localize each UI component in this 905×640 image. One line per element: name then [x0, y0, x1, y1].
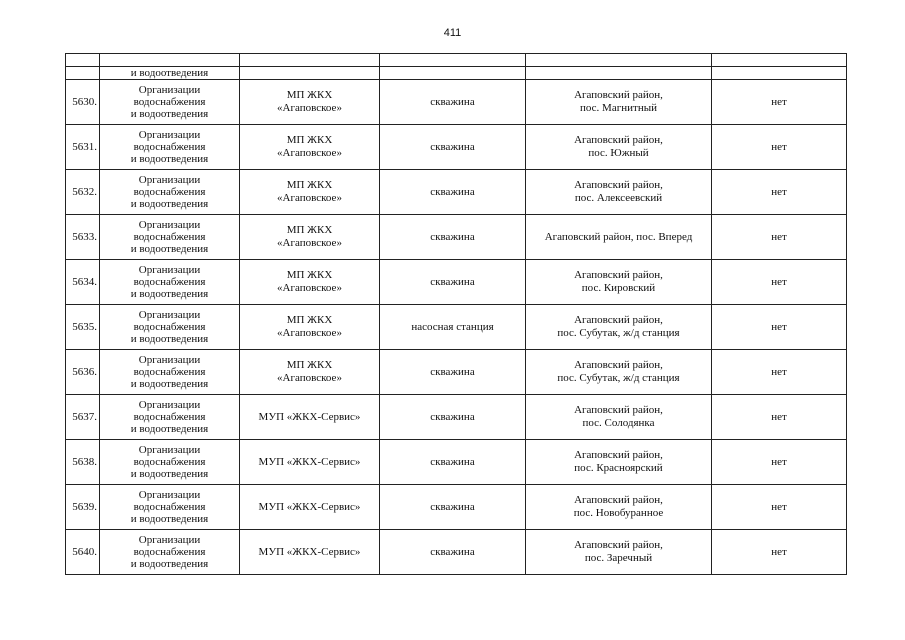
table-row — [66, 215, 847, 260]
address-cell — [526, 395, 712, 440]
address-line: пос. Субутак, ж/д станция — [557, 327, 680, 339]
continuation-row — [66, 67, 847, 80]
value-cell: нет — [712, 80, 847, 125]
organization-name-line: МП ЖКХ — [286, 134, 333, 146]
address-line: пос. Алексеевский — [574, 192, 663, 204]
address-cell — [526, 530, 712, 575]
table-row — [66, 350, 847, 395]
table-row — [66, 260, 847, 305]
organization-type-cell — [100, 485, 240, 530]
object-type-cell: насосная станция — [380, 305, 526, 350]
table-row — [66, 80, 847, 125]
organization-type-line: Организации — [138, 489, 201, 501]
organization-type-line: Организации — [138, 444, 201, 456]
empty-cell — [240, 67, 380, 80]
organization-type-line: и водоотведения — [130, 108, 209, 120]
object-type-cell: скважина — [380, 350, 526, 395]
organization-name-line: МУП «ЖКХ-Сервис» — [258, 455, 361, 468]
organization-type-line: водоснабжения — [133, 96, 206, 108]
empty-cell — [66, 54, 100, 67]
organization-name-cell — [240, 440, 380, 485]
organization-type-line: и водоотведения — [130, 513, 209, 525]
organization-name-cell — [240, 395, 380, 440]
continuation-text: и водоотведения — [100, 67, 240, 80]
organization-name-cell — [240, 260, 380, 305]
organization-name-line: «Агаповское» — [277, 102, 342, 114]
value-cell: нет — [712, 395, 847, 440]
organization-type-line: водоснабжения — [133, 411, 206, 423]
organization-name-line: «Агаповское» — [277, 147, 342, 159]
organization-type-line: водоснабжения — [133, 231, 206, 243]
empty-cell — [712, 67, 847, 80]
organization-type-line: и водоотведения — [130, 423, 209, 435]
organization-name-cell — [240, 305, 380, 350]
address-line: Агаповский район, — [574, 494, 663, 506]
empty-cell — [526, 67, 712, 80]
organization-type-line: Организации — [138, 399, 201, 411]
address-cell — [526, 260, 712, 305]
organization-name-line: МП ЖКХ — [286, 359, 333, 371]
organization-type-cell — [100, 170, 240, 215]
empty-cell — [380, 67, 526, 80]
organization-type-line: Организации — [138, 219, 201, 231]
organization-type-line: Организации — [138, 129, 201, 141]
row-number-cell: 5637. — [66, 395, 100, 440]
object-type-cell: скважина — [380, 215, 526, 260]
organization-name-line: МП ЖКХ — [286, 314, 333, 326]
object-type-cell: скважина — [380, 530, 526, 575]
value-cell: нет — [712, 530, 847, 575]
organization-name-cell — [240, 485, 380, 530]
organization-type-cell — [100, 530, 240, 575]
table-row — [66, 530, 847, 575]
row-number-cell: 5631. — [66, 125, 100, 170]
table-row — [66, 485, 847, 530]
organization-type-line: водоснабжения — [133, 276, 206, 288]
organization-type-line: Организации — [138, 354, 201, 366]
organization-type-line: водоснабжения — [133, 186, 206, 198]
table-row — [66, 395, 847, 440]
organization-name-line: «Агаповское» — [277, 282, 342, 294]
object-type-cell: скважина — [380, 125, 526, 170]
row-number-cell: 5638. — [66, 440, 100, 485]
value-cell: нет — [712, 305, 847, 350]
table-row — [66, 440, 847, 485]
address-cell — [526, 215, 712, 260]
object-type-cell: скважина — [380, 485, 526, 530]
organization-type-line: водоснабжения — [133, 321, 206, 333]
address-line: пос. Заречный — [584, 552, 653, 564]
address-cell — [526, 80, 712, 125]
organization-type-line: водоснабжения — [133, 546, 206, 558]
organization-name-line: МП ЖКХ — [286, 224, 333, 236]
organization-name-line: МП ЖКХ — [286, 89, 333, 101]
object-type-cell: скважина — [380, 260, 526, 305]
row-number-cell: 5630. — [66, 80, 100, 125]
object-type-cell: скважина — [380, 395, 526, 440]
organization-name-cell — [240, 350, 380, 395]
address-line: пос. Солодянка — [582, 417, 655, 429]
organization-type-line: Организации — [138, 84, 201, 96]
object-type-cell: скважина — [380, 440, 526, 485]
empty-cell — [380, 54, 526, 67]
organization-type-line: и водоотведения — [130, 468, 209, 480]
organization-name-line: МУП «ЖКХ-Сервис» — [258, 410, 361, 423]
empty-cell — [240, 54, 380, 67]
empty-cell — [712, 54, 847, 67]
organization-name-line: МУП «ЖКХ-Сервис» — [258, 500, 361, 513]
row-number-cell: 5633. — [66, 215, 100, 260]
registry-table — [65, 53, 847, 575]
value-cell: нет — [712, 260, 847, 305]
organization-name-cell — [240, 80, 380, 125]
address-line: пос. Кировский — [581, 282, 656, 294]
value-cell: нет — [712, 485, 847, 530]
table-row — [66, 170, 847, 215]
address-line: пос. Новобуранное — [573, 507, 664, 519]
address-line: Агаповский район, — [574, 179, 663, 191]
organization-type-cell — [100, 395, 240, 440]
row-number-cell: 5636. — [66, 350, 100, 395]
organization-type-cell — [100, 350, 240, 395]
address-line: Агаповский район, — [574, 269, 663, 281]
organization-name-cell — [240, 170, 380, 215]
address-cell — [526, 440, 712, 485]
address-cell — [526, 485, 712, 530]
organization-name-cell — [240, 125, 380, 170]
organization-type-line: Организации — [138, 534, 201, 546]
value-cell: нет — [712, 215, 847, 260]
value-cell: нет — [712, 125, 847, 170]
empty-cell — [526, 54, 712, 67]
address-line: пос. Магнитный — [580, 102, 657, 114]
organization-type-cell — [100, 305, 240, 350]
organization-type-cell — [100, 215, 240, 260]
address-cell — [526, 125, 712, 170]
organization-type-line: водоснабжения — [133, 366, 206, 378]
organization-type-line: Организации — [138, 174, 201, 186]
organization-type-line: и водоотведения — [130, 558, 209, 570]
row-number-cell: 5640. — [66, 530, 100, 575]
address-line: Агаповский район, — [574, 449, 663, 461]
address-line: пос. Южный — [588, 147, 649, 159]
table-row — [66, 125, 847, 170]
organization-type-line: и водоотведения — [130, 198, 209, 210]
empty-cell — [66, 67, 100, 80]
value-cell: нет — [712, 350, 847, 395]
organization-type-line: и водоотведения — [130, 288, 209, 300]
value-cell: нет — [712, 170, 847, 215]
row-number-cell: 5632. — [66, 170, 100, 215]
organization-type-line: и водоотведения — [130, 378, 209, 390]
organization-type-cell — [100, 440, 240, 485]
address-line: пос. Субутак, ж/д станция — [557, 372, 680, 384]
address-line: Агаповский район, — [574, 359, 663, 371]
page-number: 411 — [443, 27, 462, 39]
organization-name-cell — [240, 215, 380, 260]
organization-type-line: водоснабжения — [133, 501, 206, 513]
organization-name-line: МП ЖКХ — [286, 179, 333, 191]
address-line: Агаповский район, пос. Вперед — [544, 230, 693, 243]
row-number-cell: 5634. — [66, 260, 100, 305]
organization-name-line: МУП «ЖКХ-Сервис» — [258, 545, 361, 558]
address-line: Агаповский район, — [574, 404, 663, 416]
row-number-cell: 5635. — [66, 305, 100, 350]
organization-type-line: водоснабжения — [133, 141, 206, 153]
organization-type-line: и водоотведения — [130, 333, 209, 345]
registry-table-body — [66, 54, 847, 575]
organization-type-line: Организации — [138, 264, 201, 276]
empty-cell — [100, 54, 240, 67]
organization-name-line: МП ЖКХ — [286, 269, 333, 281]
table-row — [66, 305, 847, 350]
organization-type-line: и водоотведения — [130, 153, 209, 165]
address-line: пос. Красноярский — [574, 462, 663, 474]
value-cell: нет — [712, 440, 847, 485]
organization-type-cell — [100, 80, 240, 125]
object-type-cell: скважина — [380, 80, 526, 125]
organization-name-line: «Агаповское» — [277, 192, 342, 204]
address-cell — [526, 305, 712, 350]
address-cell — [526, 170, 712, 215]
organization-name-line: «Агаповское» — [277, 372, 342, 384]
table-top-row — [66, 54, 847, 67]
organization-name-line: «Агаповское» — [277, 327, 342, 339]
address-line: Агаповский район, — [574, 539, 663, 551]
row-number-cell: 5639. — [66, 485, 100, 530]
organization-type-line: Организации — [138, 309, 201, 321]
address-line: Агаповский район, — [574, 314, 663, 326]
organization-type-line: водоснабжения — [133, 456, 206, 468]
object-type-cell: скважина — [380, 170, 526, 215]
organization-type-cell — [100, 260, 240, 305]
address-cell — [526, 350, 712, 395]
organization-type-cell — [100, 125, 240, 170]
organization-type-line: и водоотведения — [130, 243, 209, 255]
organization-name-cell — [240, 530, 380, 575]
address-line: Агаповский район, — [574, 89, 663, 101]
address-line: Агаповский район, — [574, 134, 663, 146]
organization-name-line: «Агаповское» — [277, 237, 342, 249]
